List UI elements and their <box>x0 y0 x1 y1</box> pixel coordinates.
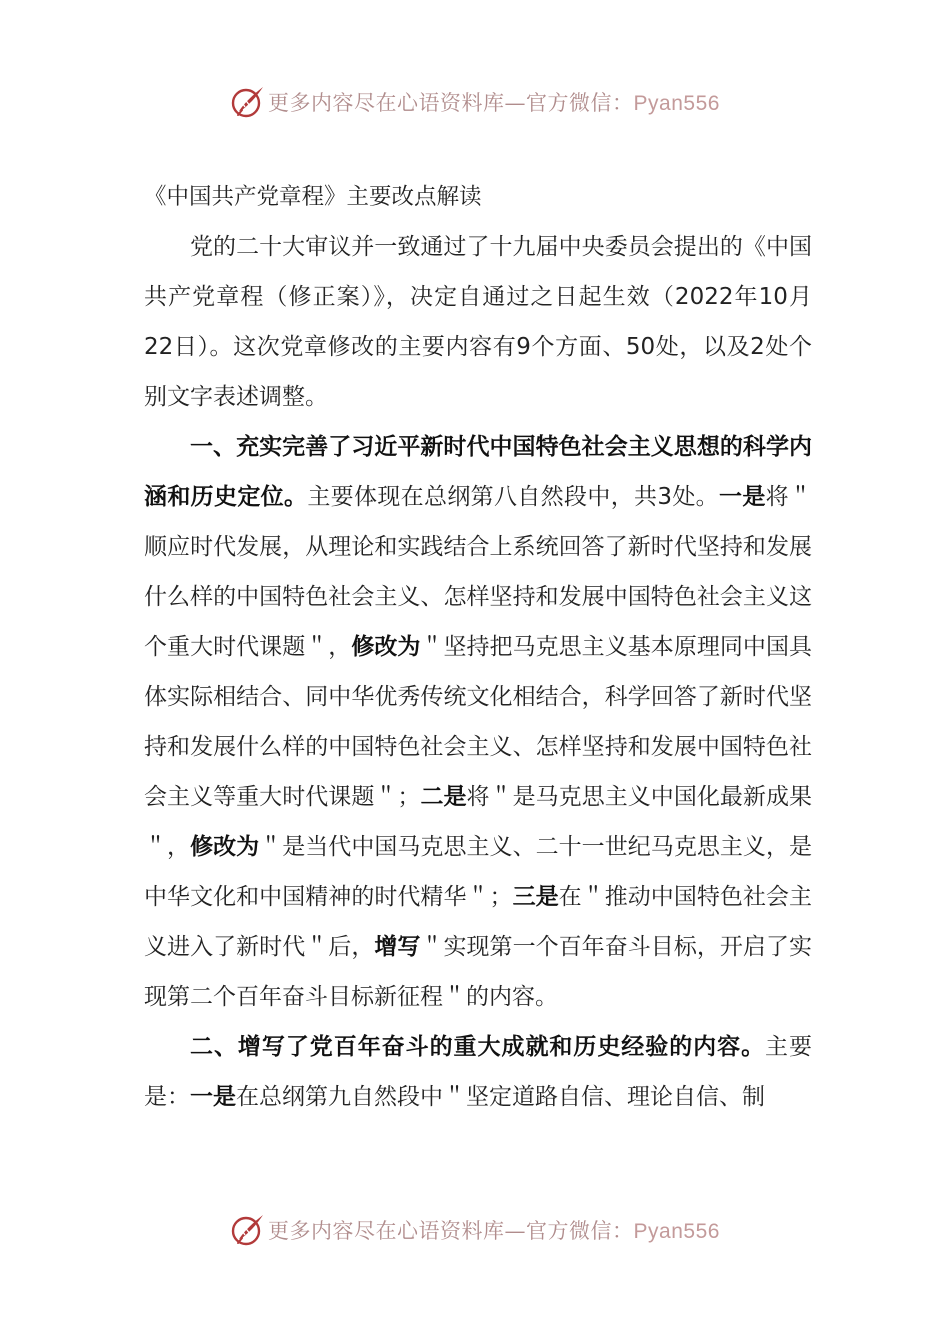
wechat-id: Pyan556 <box>633 1220 720 1243</box>
header-banner <box>0 82 950 122</box>
paragraph-section-2: 二、增写了党百年奋斗的重大成就和历史经验的内容。主要是：一是在总纲第九自然段中＂坚定道路自信、理论自信、制 <box>144 1034 813 1110</box>
banner-text: 更多内容尽在心语资料库—官方微信：Pyan556 <box>268 91 720 115</box>
quill-logo-icon <box>230 1212 266 1248</box>
section-heading: 二、增写了党百年奋斗的重大成就和历史经验的内容。 <box>190 1034 766 1060</box>
wechat-id: Pyan556 <box>633 92 720 115</box>
footer-banner <box>0 1210 950 1250</box>
banner-text: 更多内容尽在心语资料库—官方微信：Pyan556 <box>268 1219 720 1243</box>
section-heading: 一、充实完善了习近平新时代中国特色社会主义思想的科学内涵和历史定位。 <box>144 434 812 510</box>
paragraph-intro: 党的二十大审议并一致通过了十九届中央委员会提出的《中国共产党章程（修正案）》，决定自通过之日起生效（2022年10月22日）。这次党章修改的主要内容有9个方面、50处，以及2处个别文字表述调整。 <box>144 234 812 410</box>
paragraph-section-1: 一、充实完善了习近平新时代中国特色社会主义思想的科学内涵和历史定位。主要体现在总纲第八自然段中，共3处。一是将＂顺应时代发展，从理论和实践结合上系统回答了新时代坚持和发展什么样的中国特色社会主义、怎样坚持和发展中国特色社会主义这个重大时代课题＂，修改为＂坚持把马克思主义基本原理同中国具体实际相结合、同中华优秀传统文化相结合，科学回答了新时代坚持和发展什么样的中国特色社会主义、怎样坚持和发展中国特色社会主义等重大时代课题＂；二是将＂是马克思主义中国化最新成果＂，修改为＂是当代中国马克思主义、二十一世纪马克思主义，是中华文化和中国精神的时代精华＂；三是在＂推动中国特色社会主义进入了新时代＂后，增写＂实现第一个百年奋斗目标，开启了实现第二个百年奋斗目标新征程＂的内容。 <box>144 434 813 1010</box>
quill-logo-icon <box>230 84 266 120</box>
document-body <box>144 172 812 1122</box>
document-title: 《中国共产党章程》主要改点解读 <box>144 184 482 210</box>
